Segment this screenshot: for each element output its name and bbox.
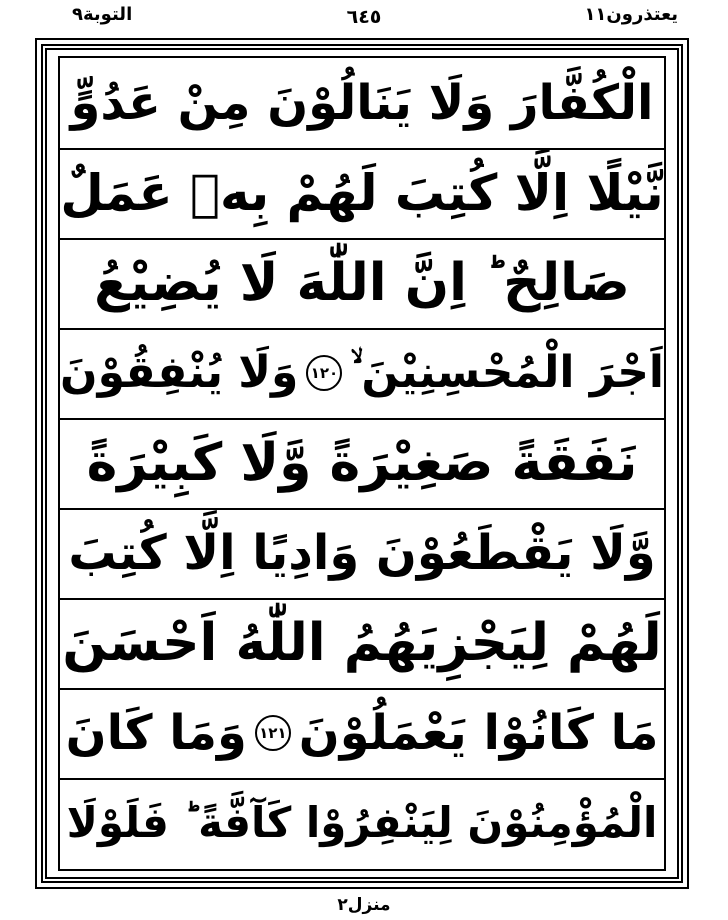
line-text: اَجْرَ الْمُحْسِنِيْنَ ۙ — [350, 347, 664, 398]
line-text: صَالِحٌ ؕ اِنَّ اللّٰهَ لَا يُضِيْعُ — [94, 253, 630, 313]
line-text: نَّيْلًا اِلَّا كُتِبَ لَهُمْ بِهٖ عَمَلٌ — [60, 164, 664, 222]
surah-name: التوبة٩ — [72, 4, 133, 25]
line-text: لَهُمْ لِيَجْزِيَهُمُ اللّٰهُ اَحْسَنَ — [62, 613, 662, 673]
line-text: الْكُفَّارَ وَلَا يَنَالُوْنَ مِنْ عَدُوٍّ — [70, 75, 654, 131]
text-line-9 — [60, 778, 664, 868]
line-text: وَّلَا يَقْطَعُوْنَ وَادِيًا اِلَّا كُتِبَ — [68, 525, 656, 581]
line-text: وَلَا يُنْفِقُوْنَ — [60, 347, 299, 398]
text-line-3 — [60, 238, 664, 328]
manzil-label: منزل٢ — [337, 895, 391, 915]
line-text: الْمُؤْمِنُوْنَ لِيَنْفِرُوْا كَآفَّةً ؕ فَلَوْلَا — [66, 798, 658, 847]
page-number: ٦٤٥ — [346, 6, 382, 28]
line-text: مَا كَانُوْا يَعْمَلُوْنَ — [298, 705, 659, 761]
ayah-number-marker: ١٢١ — [255, 715, 291, 751]
text-line-8 — [60, 688, 664, 778]
text-line-7 — [60, 598, 664, 688]
text-line-6 — [60, 508, 664, 598]
text-line-2 — [60, 148, 664, 238]
line-text: نَفَقَةً صَغِيْرَةً وَّلَا كَبِيْرَةً — [86, 433, 638, 493]
text-line-1 — [60, 58, 664, 148]
text-area — [60, 58, 664, 869]
juz-name: يعتذرون١١ — [584, 4, 678, 25]
ayah-number-marker: ١٢٠ — [306, 355, 342, 391]
text-line-5 — [60, 418, 664, 508]
line-text: وَمَا كَانَ — [65, 705, 247, 761]
text-line-4 — [60, 328, 664, 418]
